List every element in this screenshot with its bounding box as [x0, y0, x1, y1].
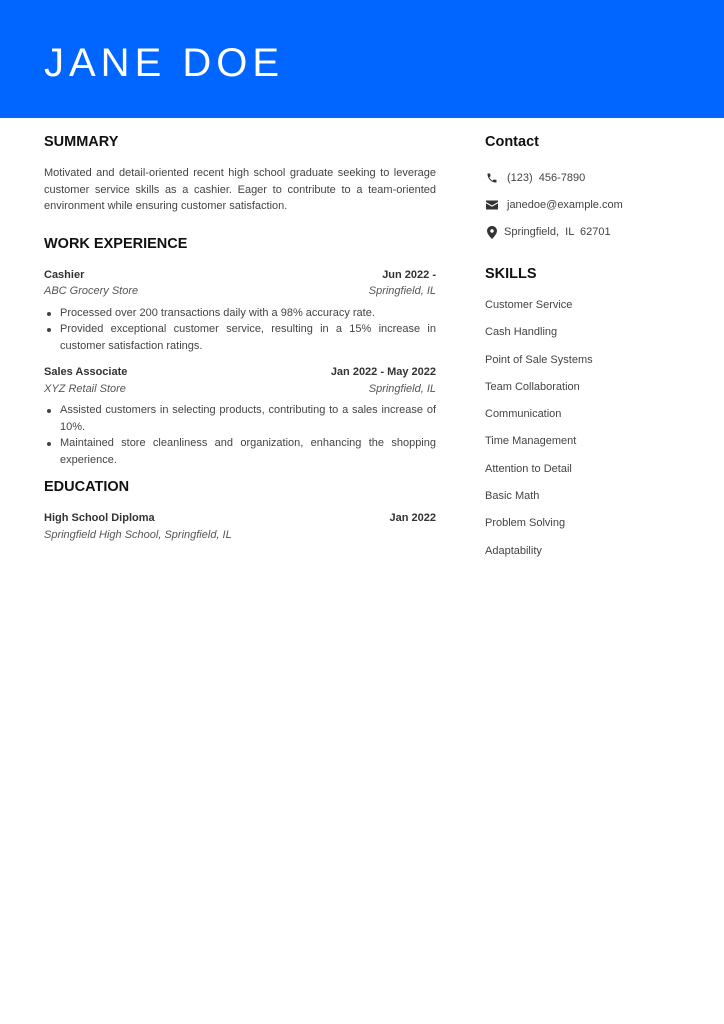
contact-email: [485, 197, 685, 213]
job-company: XYZ Retail Store: [44, 382, 126, 395]
job-entry: [44, 364, 436, 468]
work-experience-section: [44, 235, 436, 469]
summary-text: Motivated and detail-oriented recent high school graduate seeking to leverage customer service skills as a cashier. Eager to contribute to a team-oriented environment while ensuring customer satisfaction.: [44, 167, 436, 212]
job-bullets: [44, 402, 436, 468]
education-degree: High School Diploma: [44, 512, 155, 524]
skill-item: Problem Solving: [485, 517, 566, 530]
candidate-name: JANE DOE: [44, 41, 285, 85]
job-title: Sales Associate: [44, 366, 128, 378]
education-section: [44, 478, 436, 543]
map-pin-icon: [485, 225, 499, 239]
sidebar-column: [485, 133, 685, 570]
contact-phone-text: (123) 456-7890: [507, 172, 586, 184]
skill-item: Basic Math: [485, 490, 540, 503]
contact-location-text: Springfield, IL 62701: [504, 226, 611, 238]
skill-item: Time Management: [485, 435, 577, 448]
education-school: Springfield High School, Springfield, IL: [44, 528, 232, 541]
skill-item: Adaptability: [485, 544, 542, 557]
job-location: Springfield, IL: [368, 285, 436, 297]
job-company: ABC Grocery Store: [44, 285, 139, 297]
main-column: [44, 133, 436, 543]
skill-item: Communication: [485, 408, 562, 421]
job-bullets: [44, 305, 436, 355]
skill-item: Team Collaboration: [485, 380, 580, 393]
work-experience-title: WORK EXPERIENCE: [44, 235, 188, 252]
job-dates: Jun 2022 -: [382, 268, 436, 281]
contact-email-text: janedoe@example.com: [507, 199, 623, 211]
contact-title: Contact: [485, 134, 539, 150]
skill-item: Cash Handling: [485, 326, 558, 339]
education-date: Jan 2022: [389, 512, 436, 524]
job-bullet: Processed over 200 transactions daily with a 98% accuracy rate.: [44, 305, 436, 322]
contact-section: [485, 133, 685, 240]
skills-title: SKILLS: [485, 266, 537, 282]
job-bullet: Assisted customers in selecting products, contributing to a sales increase of 10%.: [44, 402, 436, 435]
contact-phone: [485, 170, 685, 186]
summary-title: SUMMARY: [44, 134, 119, 150]
envelope-icon: [485, 198, 499, 212]
job-bullet: Maintained store cleanliness and organization, enhancing the shopping experience.: [44, 435, 436, 468]
skill-item: Customer Service: [485, 299, 573, 311]
skill-item: Point of Sale Systems: [485, 353, 593, 366]
skills-section: [485, 265, 685, 559]
job-location: Springfield, IL: [368, 382, 436, 395]
phone-icon: [485, 171, 499, 185]
job-dates: Jan 2022 - May 2022: [330, 366, 436, 378]
job-bullet: Provided exceptional customer service, resulting in a 15% increase in customer satisfaction ratings.: [44, 321, 436, 354]
resume-header: [0, 0, 724, 118]
skill-item: Attention to Detail: [485, 462, 572, 475]
contact-location: [485, 224, 685, 240]
education-title: EDUCATION: [44, 479, 130, 495]
summary-section: [44, 133, 436, 215]
job-title: Cashier: [44, 268, 85, 281]
job-entry: [44, 267, 436, 355]
